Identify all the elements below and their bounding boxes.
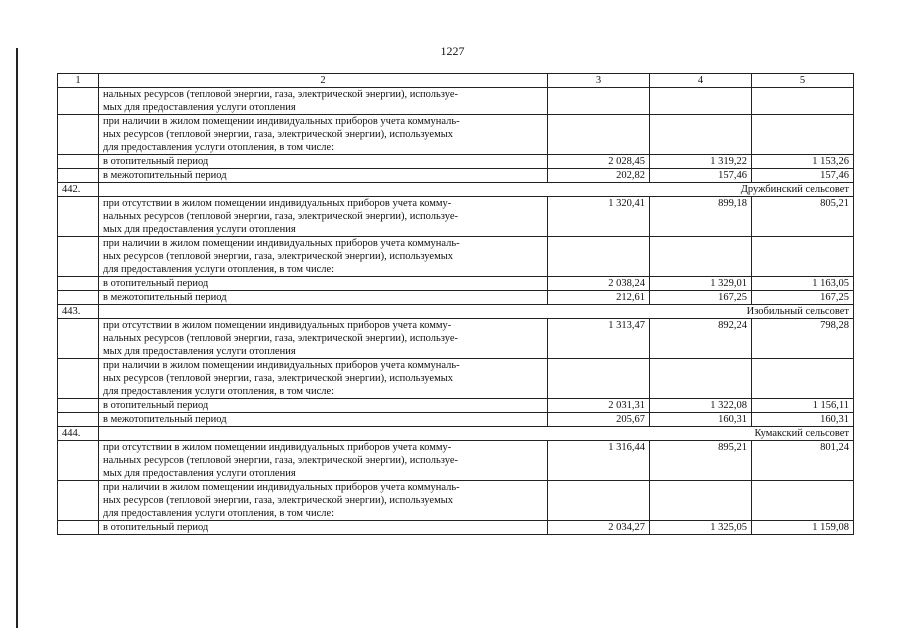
table-row [58, 359, 854, 399]
row-description: в межотопительный период [99, 413, 548, 427]
value-col3: 2 031,31 [548, 399, 650, 413]
value-col3: 212,61 [548, 291, 650, 305]
table-row [58, 169, 854, 183]
table-row [58, 155, 854, 169]
value-col4 [650, 481, 752, 521]
value-col3: 1 320,41 [548, 197, 650, 237]
row-index: 444. [58, 427, 99, 441]
row-index [58, 399, 99, 413]
district-name: Дружбинский сельсовет [99, 183, 854, 197]
column-header: 2 [99, 74, 548, 88]
value-col5: 1 159,08 [752, 521, 854, 535]
value-col4: 899,18 [650, 197, 752, 237]
value-col5: 167,25 [752, 291, 854, 305]
value-col4 [650, 359, 752, 399]
row-index: 442. [58, 183, 99, 197]
value-col5: 798,28 [752, 319, 854, 359]
scan-edge-line [16, 48, 18, 628]
row-index [58, 319, 99, 359]
table-row [58, 319, 854, 359]
row-description: в межотопительный период [99, 169, 548, 183]
table-row [58, 399, 854, 413]
row-description: при отсутствии в жилом помещении индивидуальных приборов учета комму- нальных ресурсов (тепловой энергии, газа, электрической энергии), используе- мых для предоставления услуги отопления [99, 197, 548, 237]
value-col3: 2 034,27 [548, 521, 650, 535]
value-col3: 1 316,44 [548, 441, 650, 481]
value-col4: 1 322,08 [650, 399, 752, 413]
value-col5 [752, 481, 854, 521]
row-index [58, 155, 99, 169]
value-col4: 167,25 [650, 291, 752, 305]
row-index: 443. [58, 305, 99, 319]
column-header: 1 [58, 74, 99, 88]
row-description: при наличии в жилом помещении индивидуальных приборов учета коммуналь- ных ресурсов (тепловой энергии, газа, электрической энергии), используемых для предоставления услуги отопления, в том числе: [99, 237, 548, 277]
row-description: в межотопительный период [99, 291, 548, 305]
row-description: в отопительный период [99, 521, 548, 535]
district-name: Кумакский сельсовет [99, 427, 854, 441]
tariff-table [57, 73, 854, 535]
row-description: в отопительный период [99, 399, 548, 413]
table-row [58, 413, 854, 427]
value-col5: 805,21 [752, 197, 854, 237]
value-col5 [752, 88, 854, 115]
table-row [58, 88, 854, 115]
row-index [58, 115, 99, 155]
row-description: в отопительный период [99, 277, 548, 291]
column-header: 4 [650, 74, 752, 88]
row-index [58, 413, 99, 427]
value-col5: 1 153,26 [752, 155, 854, 169]
row-index [58, 169, 99, 183]
row-index [58, 441, 99, 481]
row-description: при наличии в жилом помещении индивидуальных приборов учета коммуналь- ных ресурсов (тепловой энергии, газа, электрической энергии), используемых для предоставления услуги отопления, в том числе: [99, 481, 548, 521]
table-row [58, 441, 854, 481]
value-col3 [548, 359, 650, 399]
table-row [58, 481, 854, 521]
value-col5 [752, 237, 854, 277]
value-col5: 160,31 [752, 413, 854, 427]
table-row [58, 277, 854, 291]
value-col3 [548, 481, 650, 521]
value-col3 [548, 115, 650, 155]
value-col4: 1 325,05 [650, 521, 752, 535]
row-description: в отопительный период [99, 155, 548, 169]
row-description: при наличии в жилом помещении индивидуальных приборов учета коммуналь- ных ресурсов (тепловой энергии, газа, электрической энергии), используемых для предоставления услуги отопления, в том числе: [99, 359, 548, 399]
value-col4: 157,46 [650, 169, 752, 183]
table-row [58, 197, 854, 237]
row-description: нальных ресурсов (тепловой энергии, газа, электрической энергии), используе- мых для предоставления услуги отопления [99, 88, 548, 115]
page-number: 1227 [440, 44, 465, 58]
value-col4 [650, 237, 752, 277]
value-col3: 2 028,45 [548, 155, 650, 169]
value-col3: 205,67 [548, 413, 650, 427]
row-index [58, 291, 99, 305]
value-col3: 1 313,47 [548, 319, 650, 359]
district-row [58, 183, 854, 197]
table-header-row [58, 74, 854, 88]
value-col4: 895,21 [650, 441, 752, 481]
value-col3: 2 038,24 [548, 277, 650, 291]
row-index [58, 237, 99, 277]
table-row [58, 521, 854, 535]
row-index [58, 88, 99, 115]
value-col4: 1 319,22 [650, 155, 752, 169]
district-row [58, 427, 854, 441]
table-row [58, 291, 854, 305]
row-description: при отсутствии в жилом помещении индивидуальных приборов учета комму- нальных ресурсов (тепловой энергии, газа, электрической энергии), используе- мых для предоставления услуги отопления [99, 441, 548, 481]
row-index [58, 481, 99, 521]
row-description: при наличии в жилом помещении индивидуальных приборов учета коммуналь- ных ресурсов (тепловой энергии, газа, электрической энергии), используемых для предоставления услуги отопления, в том числе: [99, 115, 548, 155]
row-index [58, 277, 99, 291]
district-row [58, 305, 854, 319]
value-col3 [548, 88, 650, 115]
table-row [58, 115, 854, 155]
value-col5: 1 163,05 [752, 277, 854, 291]
value-col3: 202,82 [548, 169, 650, 183]
value-col5 [752, 115, 854, 155]
column-header: 5 [752, 74, 854, 88]
value-col4 [650, 115, 752, 155]
table-row [58, 237, 854, 277]
row-index [58, 359, 99, 399]
value-col5: 801,24 [752, 441, 854, 481]
value-col4 [650, 88, 752, 115]
value-col5 [752, 359, 854, 399]
value-col5: 157,46 [752, 169, 854, 183]
column-header: 3 [548, 74, 650, 88]
value-col3 [548, 237, 650, 277]
row-description: при отсутствии в жилом помещении индивидуальных приборов учета комму- нальных ресурсов (тепловой энергии, газа, электрической энергии), используе- мых для предоставления услуги отопления [99, 319, 548, 359]
value-col4: 160,31 [650, 413, 752, 427]
district-name: Изобильный сельсовет [99, 305, 854, 319]
row-index [58, 197, 99, 237]
value-col4: 1 329,01 [650, 277, 752, 291]
value-col4: 892,24 [650, 319, 752, 359]
value-col5: 1 156,11 [752, 399, 854, 413]
row-index [58, 521, 99, 535]
